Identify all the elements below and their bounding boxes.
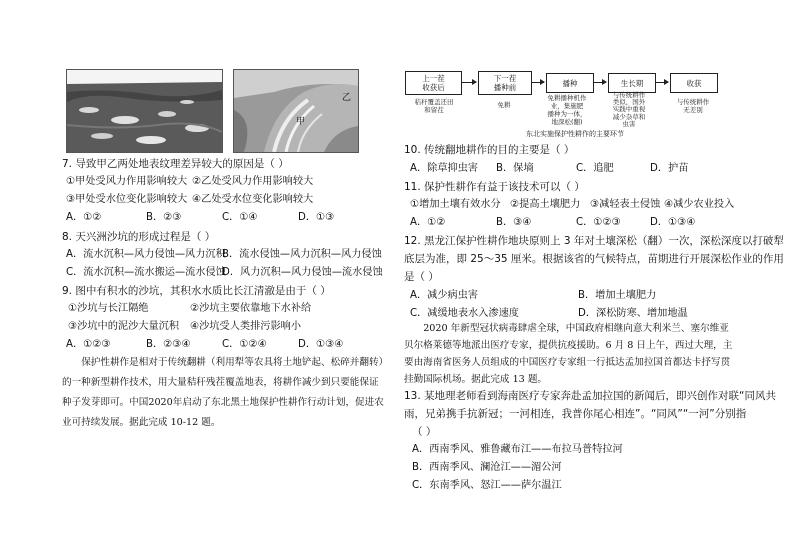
q13-option-b[interactable]: B．西南季风、澜沧江——湄公河 (412, 462, 562, 473)
flow-box-sowing: 播种 (546, 73, 594, 93)
q9-option-c[interactable]: C．①②④ (222, 339, 267, 350)
question-9: 9. 图中有积水的沙坑，其积水水质比长江清澈是由于（ ） (62, 285, 331, 297)
label-yi: 乙 (342, 93, 352, 103)
flow-arrow-2 (532, 82, 544, 83)
flow-note-3: 免耕播种机作 业，集施肥 播种为一体， 地深松(翻) (547, 94, 587, 126)
q13-option-a[interactable]: A．西南季风、雅鲁藏布江——布拉马普特拉河 (412, 444, 623, 455)
q11-option-c[interactable]: C．①②③ (576, 217, 621, 228)
q7-statement-3: ③甲处受水位变化影响较大 (66, 194, 188, 205)
q13-option-c[interactable]: C．东南季风、怒江——萨尔温江 (412, 480, 562, 491)
flow-arrow-3 (594, 82, 606, 83)
flow-box-harvest: 收获 (670, 73, 718, 93)
question-8: 8. 天兴洲沙坑的形成过程是（ ） (62, 231, 216, 243)
q7-option-c[interactable]: C．①④ (222, 212, 258, 223)
passage-covid-medical-aid: 2020 年新型冠状病毒肆虐全球，中国政府相继向意大利米兰、塞尔维亚贝尔格莱德等地派出医疗专家，提供抗疫援助。6 月 8 日上午，西过大理，主要由海南省医务人员组成的中国医疗专家组一行抵达孟加拉国首都达卡抒写贯挂勤国际机场。据此完成 13 题。 (404, 323, 733, 385)
flow-arrow-4 (656, 82, 668, 83)
q11-option-b[interactable]: B．③④ (496, 217, 532, 228)
sand-ripple-image (234, 70, 358, 152)
question-10: 10. 传统翻地耕作的目的主要是（ ） (404, 144, 575, 156)
q8-option-b[interactable]: B．流水侵蚀—风力沉积—风力侵蚀 (222, 249, 382, 260)
question-12-line-2: 底层为准，即 25～35 厘米。根据该省的气候特点，苗期进行开展深松作业的作用 (404, 253, 784, 265)
q7-option-b[interactable]: B．②③ (146, 212, 182, 223)
flow-box-growth: 生长期 (608, 73, 656, 93)
q12-option-a[interactable]: A．减少病虫害 (410, 290, 479, 301)
flow-caption: 东北实施保护性耕作的主要环节 (526, 130, 624, 138)
q9-statement-2: ②沙坑主要依靠地下水补给 (190, 303, 312, 314)
q9-statement-3: ③沙坑中的泥沙大量沉积 (68, 321, 180, 332)
question-13-line-1: 13. 某地理老师看到海南医疗专家奔赴孟加拉国的新闻后，即兴创作对联“同风共 (404, 390, 776, 402)
sand-ripple-photo (233, 69, 359, 153)
q11-option-a[interactable]: A．①② (410, 217, 446, 228)
flow-note-2: 免耕 (497, 101, 511, 109)
q7-option-a[interactable]: A．①② (66, 212, 102, 223)
q11-statement-3: ③减轻表土侵蚀 (590, 199, 661, 210)
q11-statement-1: ①增加土壤有效水分 (410, 199, 501, 210)
question-11: 11. 保护性耕作有益于该技术可以（ ） (404, 181, 585, 193)
question-7: 7. 导致甲乙两处地表纹理差异较大的原因是（ ） (62, 158, 289, 170)
label-jia: 甲 (296, 117, 306, 127)
q7-statement-4: ④乙处受水位变化影响较大 (192, 194, 314, 205)
flow-note-4: 与传统耕作 类似，国外 实践中重视 减少杂草和 虫害 (612, 91, 646, 128)
flow-note-5: 与传统耕作 无差别 (676, 98, 710, 114)
q12-option-b[interactable]: B．增加土壤肥力 (578, 290, 657, 301)
question-12-line-3: 是（ ） (404, 271, 439, 283)
q12-option-d[interactable]: D．深松防寒、增加地温 (578, 308, 688, 319)
q7-statement-1: ①甲处受风力作用影响较大 (66, 176, 188, 187)
q10-option-b[interactable]: B．保墒 (496, 163, 534, 174)
q10-option-a[interactable]: A．除草抑虫害 (410, 163, 479, 174)
q10-option-c[interactable]: C．追肥 (576, 163, 614, 174)
flow-note-1: 秸秆覆盖还田 和留茬 (414, 98, 454, 114)
q12-option-c[interactable]: C．减缓地表水入渗速度 (410, 308, 519, 319)
q7-option-d[interactable]: D．①③ (298, 212, 335, 223)
question-13-line-3: （ ） (412, 426, 437, 438)
question-13-line-2: 雨，兄弟携手抗新冠；一河相连，我普你尾心相连”。“同风”“一河”分别指 (404, 408, 747, 420)
q9-statement-4: ④沙坑受人类排污影响小 (190, 321, 302, 332)
flow-arrow-1 (462, 82, 476, 83)
q11-statement-4: ④减少农业投入 (664, 199, 735, 210)
sand-plain-image (67, 70, 222, 152)
flow-box-before-sowing: 下一茬 播种前 (478, 71, 532, 95)
q9-option-b[interactable]: B．②③④ (146, 339, 191, 350)
q8-option-a[interactable]: A．流水沉积—风力侵蚀—风力沉积 (66, 249, 226, 260)
q11-option-d[interactable]: D．①③④ (650, 217, 696, 228)
q7-statement-2: ②乙处受风力作用影响较大 (192, 176, 314, 187)
passage-conservation-tillage: 保护性耕作是相对于传统翻耕（利用犁等农具将土地铲起、松碎并翻转）的一种新型耕作技术，用大量秸秆残茬覆盖地表，将耕作减少到只要能保证种子发芽即可。中国2020年启动了东北黑土地保护性耕作行动计划，促进农业可持续发展。据此完成 10-12 题。 (62, 357, 384, 428)
q8-option-d[interactable]: D．风力沉积—风力侵蚀—流水侵蚀 (222, 267, 383, 278)
q10-option-d[interactable]: D．护苗 (650, 163, 689, 174)
sand-plain-photo (66, 69, 223, 153)
q8-option-c[interactable]: C．流水沉积—流水搬运—流水侵蚀 (66, 267, 226, 278)
q9-statement-1: ①沙坑与长江隔绝 (68, 303, 149, 314)
q9-option-d[interactable]: D．①③④ (298, 339, 344, 350)
q9-option-a[interactable]: A．①②③ (66, 339, 111, 350)
q11-statement-2: ②提高土壤肥力 (510, 199, 581, 210)
flow-box-before-harvest: 上一茬 收获后 (405, 71, 462, 95)
question-12-line-1: 12. 黑龙江保护性耕作地块原则上 3 年对土壤深松（翻）一次，深松深度以打破犁 (404, 235, 784, 247)
